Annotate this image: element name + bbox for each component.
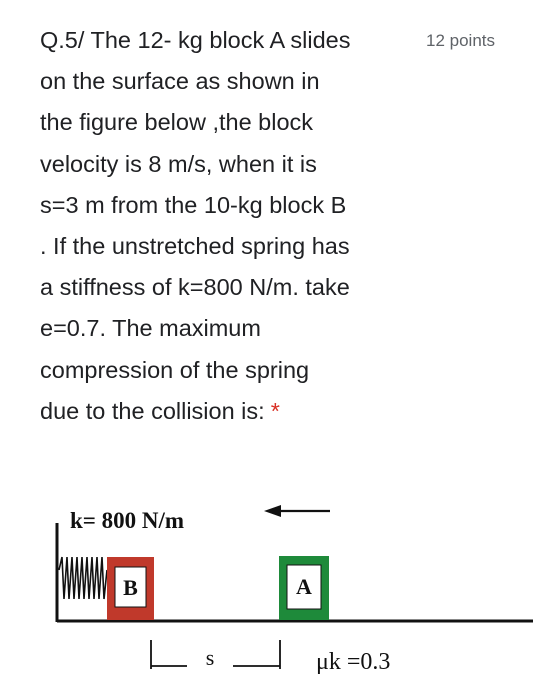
- block-b: [107, 557, 154, 620]
- block-a-label: A: [296, 574, 312, 599]
- problem-figure: [0, 495, 547, 700]
- distance-label: s: [205, 645, 215, 670]
- friction-coefficient-label: μk =0.3: [316, 649, 391, 675]
- question-line: compression of the spring: [40, 356, 310, 383]
- question-line-text: due to the collision is:: [40, 397, 265, 424]
- question-line-last: [40, 391, 420, 432]
- required-asterisk: *: [270, 397, 280, 424]
- question-line: s=3 m from the 10-kg block B: [40, 191, 347, 218]
- velocity-arrow-left: [264, 505, 330, 517]
- question-line: e=0.7. The maximum: [40, 315, 261, 342]
- question-text: [40, 20, 420, 432]
- question-line: the figure below ,the block: [40, 109, 314, 136]
- distance-marker: [151, 640, 280, 670]
- question-line: on the surface as shown in: [40, 68, 320, 95]
- question-line: velocity is 8 m/s, when it is: [40, 150, 317, 177]
- spring: [59, 557, 107, 599]
- question-line: . If the unstretched spring has: [40, 233, 350, 260]
- question-line: a stiffness of k=800 N/m. take: [40, 274, 350, 301]
- points-label: 12 points: [426, 31, 495, 50]
- block-b-label: B: [123, 575, 138, 600]
- block-a: [279, 556, 329, 620]
- spring-stiffness-label: k= 800 N/m: [70, 508, 185, 533]
- question-line: Q.5/ The 12- kg block A slides: [40, 27, 351, 53]
